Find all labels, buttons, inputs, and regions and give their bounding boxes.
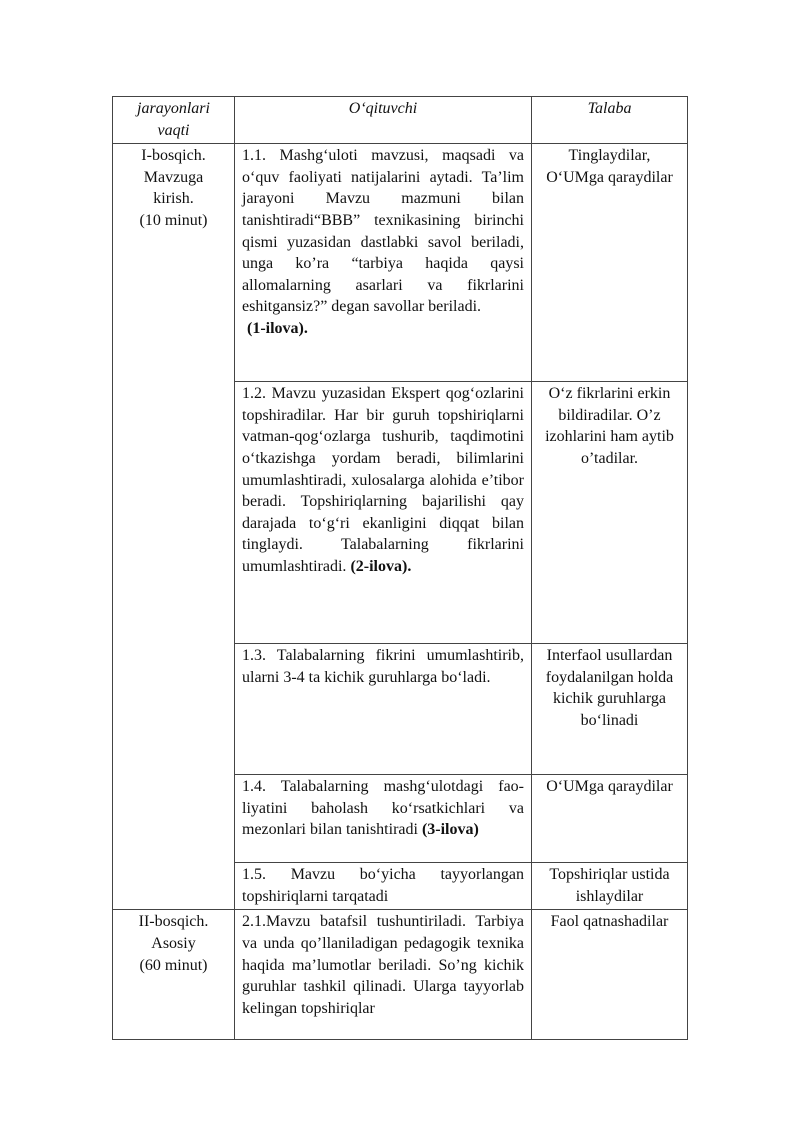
student-activity-cell [532, 144, 688, 382]
header-teacher: O‘qituvchi [235, 97, 532, 144]
header-row [113, 97, 688, 144]
teacher-activity-cell [235, 144, 532, 382]
teacher-activity-text: 2.1.Mavzu batafsil tushuntiriladi. Tarbiya va unda qo’llaniladigan pedagogik texnika haqida ma’lumotlar beriladi. So’ng kichik guruhlar tashkil qilinadi. Ularga tayyorlab kelingan topshiriqlar [242, 913, 524, 1017]
lesson-plan-table [112, 96, 688, 1040]
teacher-activity-cell [235, 644, 532, 775]
stage-2-cell [113, 910, 235, 1040]
student-activity-text: Topshiriqlar ustida ishlaydilar [549, 866, 670, 905]
student-activity-text: Tinglaydilar, O‘UMga qaraydilar [546, 147, 673, 186]
student-activity-text: O‘UMga qaraydilar [546, 778, 673, 796]
teacher-activity-cell [235, 863, 532, 910]
stage-2-line: Asosiy [151, 934, 196, 952]
stage-2-line: II-bosqich. [138, 913, 209, 931]
appendix-reference: (1-ilova). [247, 319, 308, 337]
appendix-reference: (2-ilova). [350, 557, 412, 575]
student-activity-text: O‘z fikrlarini erkin bildiradilar. O’z izohlarini ham aytib o’tadilar. [545, 385, 674, 467]
stage-1-line: kirish. [153, 190, 194, 208]
student-activity-text: Faol qatnashadilar [550, 913, 669, 931]
teacher-activity-cell [235, 775, 532, 863]
student-activity-cell [532, 910, 688, 1040]
teacher-activity-text: 1.5. Mavzu bo‘yicha tayyorlangan topshiriqlarni tarqatadi [242, 866, 524, 905]
teacher-activity-cell [235, 910, 532, 1040]
stage-1-cell [113, 144, 235, 910]
student-activity-cell [532, 382, 688, 644]
student-activity-text: Interfaol usullardan foydalanilgan holda kichik guruhlarga bo‘linadi [545, 647, 674, 729]
stage-1-line: I-bosqich. [141, 147, 206, 165]
table-row [113, 910, 688, 1040]
table-row [113, 144, 688, 382]
stage-1-line: Mavzuga [143, 168, 204, 186]
teacher-activity-text: 1.3. Talabalarning fikrini umumlashtirib, ularni 3-4 ta kichik guruhlarga bo‘ladi. [242, 647, 524, 686]
teacher-activity-cell [235, 382, 532, 644]
header-stage-time: jarayonlari vaqti [113, 97, 235, 144]
student-activity-cell [532, 644, 688, 775]
stage-1-line: (10 minut) [139, 211, 208, 229]
student-activity-cell [532, 863, 688, 910]
teacher-activity-text: 1.4. Talabalarning mashg‘ulotdagi fao-liyatini baholash ko‘rsatkichlari va mezonlari bilan tanishtiradi [242, 778, 524, 839]
student-activity-cell [532, 775, 688, 863]
stage-2-line: (60 minut) [139, 956, 208, 974]
teacher-activity-text: 1.1. Mashg‘uloti mavzusi, maqsadi va o‘quv faoliyati natijalarini aytadi. Ta’lim jarayoni Mavzu mazmuni bilan tanishtiradi“BBB” texnikasining birinchi qismi yuzasidan dastlabki savol beriladi, unga ko’ra “tarbiya haqida qaysi allomalarning asarlari va fikrlarini eshitgansiz?” degan savollar beriladi. [242, 147, 524, 316]
appendix-reference: (3-ilova) [421, 821, 479, 839]
header-student: Talaba [532, 97, 688, 144]
teacher-activity-text: 1.2. Mavzu yuzasidan Ekspert qog‘ozlarini topshiradilar. Har bir guruh topshiriqlarni vatman-qog‘ozlarga tushurib, taqdimotini o‘tkazishga yordam beradi, bilimlarini umumlashtiradi, xulosalarga alohida e’tibor beradi. Topshiriqlarning bajarilishi qay darajada to‘g‘ri ekanligini diqqat bilan tinglaydi. Talabalarning fikrlarini umumlashtiradi. [242, 385, 524, 575]
